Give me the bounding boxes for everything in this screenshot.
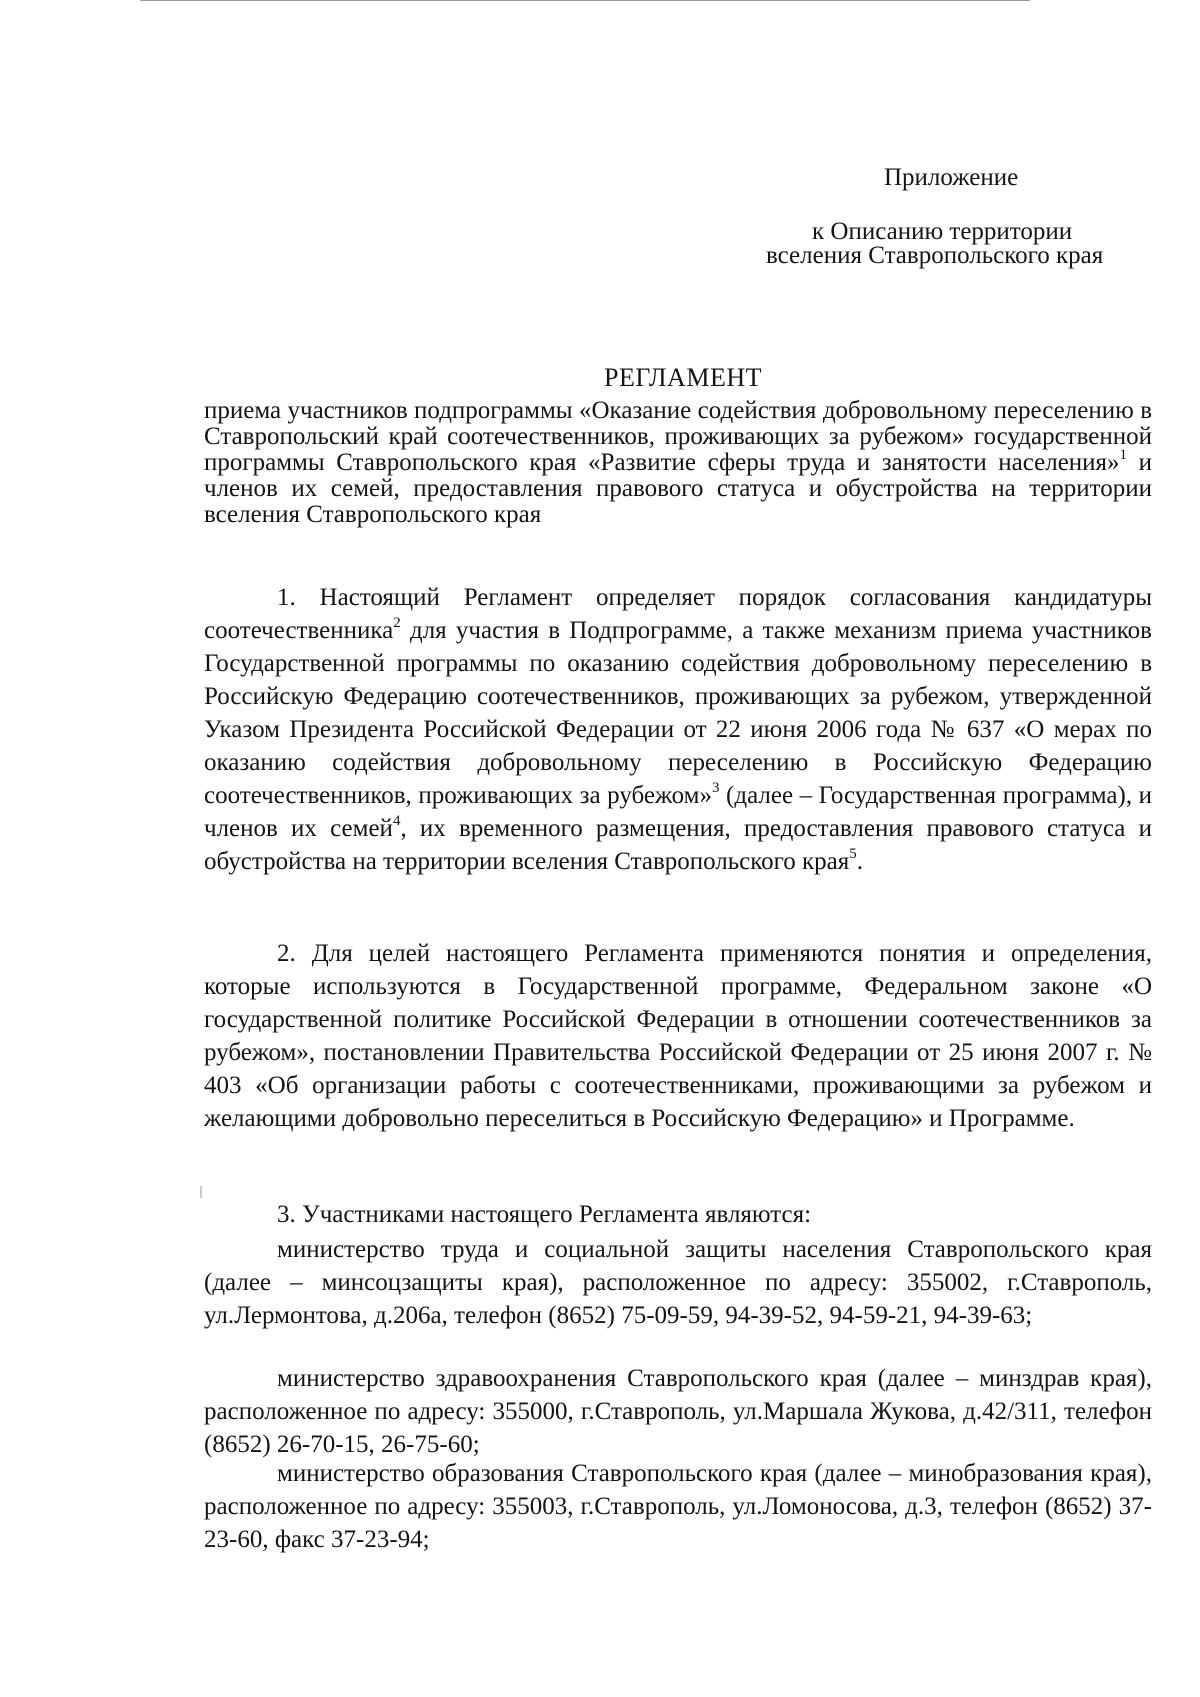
paragraph-1-part-b: для участия в Подпрограмме, а также механизм приема участников Государственной программы по оказанию содействия добровольному переселению в Российскую Федерацию соотечественников, проживающих за рубежом, утвержденной Указом Президента Российской Федерации от 22 июня 2006 года № 637 «О мерах по оказанию содействия добровольному переселению в Российскую Федерацию соотечественников, проживающих за рубежом» — [204, 617, 1152, 809]
footnote-ref-4: 4 — [392, 812, 401, 829]
appendix-reference-line-2: вселения Ставропольского края — [766, 242, 1104, 269]
footnote-ref-5: 5 — [849, 845, 857, 862]
paragraph-1-part-d: , их временного размещения, предоставления правового статуса и обустройства на территории вселения Ставропольского края — [204, 815, 1153, 875]
heading-text: приема участников подпрограммы «Оказание содействия добровольному переселению в Ставропольский край соотечественников, проживающих за рубежом» государственной программы Ставропольского края «Развитие сферы труда и занятости населения» — [204, 397, 1152, 476]
scan-mark — [200, 1186, 202, 1198]
footnote-ref-2: 2 — [393, 614, 401, 631]
heading-tail: и членов их семей, предоставления правового статуса и обустройства на территории вселения Ставропольского края — [204, 449, 1152, 528]
appendix-reference-line-1: к Описанию территории — [812, 218, 1073, 245]
paragraph-1-part-a: 1. Настоящий Регламент определяет порядок согласования кандидатуры соотечественника — [204, 584, 1152, 644]
footnote-ref-1: 1 — [1119, 446, 1128, 463]
paragraph-1-part-e: . — [856, 848, 864, 875]
participant-item-minobr: министерство образования Ставропольского края (далее – минобразования края), расположенное по адресу: 355003, г.Ставрополь, ул.Ломоносова, д.3, телефон (8652) 37-23-60, факс 37-23-94; — [204, 1460, 1152, 1553]
paragraph-1 — [204, 581, 1152, 878]
paragraph-3-lead: 3. Участниками настоящего Регламента являются: — [277, 1201, 812, 1228]
paragraph-2: 2. Для целей настоящего Регламента применяются понятия и определения, которые используются в Государственной программе, Федеральном законе «О государственной политике Российской Федерации в отношении соотечественников за рубежом», постановлении Правительства Российской Федерации от 25 июня 2007 г. № 403 «Об организации работы с соотечественниками, проживающими за рубежом и желающими добровольно переселиться в Российскую Федерацию» и Программе. — [204, 940, 1152, 1132]
footnote-ref-3: 3 — [712, 779, 720, 796]
document-heading — [204, 398, 1152, 528]
participant-item-minzdrav: министерство здравоохранения Ставропольского края (далее – минздрав края), расположенное по адресу: 355000, г.Ставрополь, ул.Маршала Жукова, д.42/311, телефон (8652) 26-70-15, 26-75-60; — [204, 1365, 1152, 1458]
appendix-label: Приложение — [884, 164, 1019, 191]
scan-edge-line — [140, 0, 1030, 1]
paragraph-1-part-c: (далее – Государственная программа), и членов их семей — [204, 782, 1152, 842]
document-title: РЕГЛАМЕНТ — [604, 363, 762, 392]
participant-item-mintrud: министерство труда и социальной защиты населения Ставропольского края (далее – минсоцзащиты края), расположенное по адресу: 355002, г.Ставрополь, ул.Лермонтова, д.206а, телефон (8652) 75-09-59, 94-39-52, 94-59-21, 94-39-63; — [204, 1236, 1152, 1329]
